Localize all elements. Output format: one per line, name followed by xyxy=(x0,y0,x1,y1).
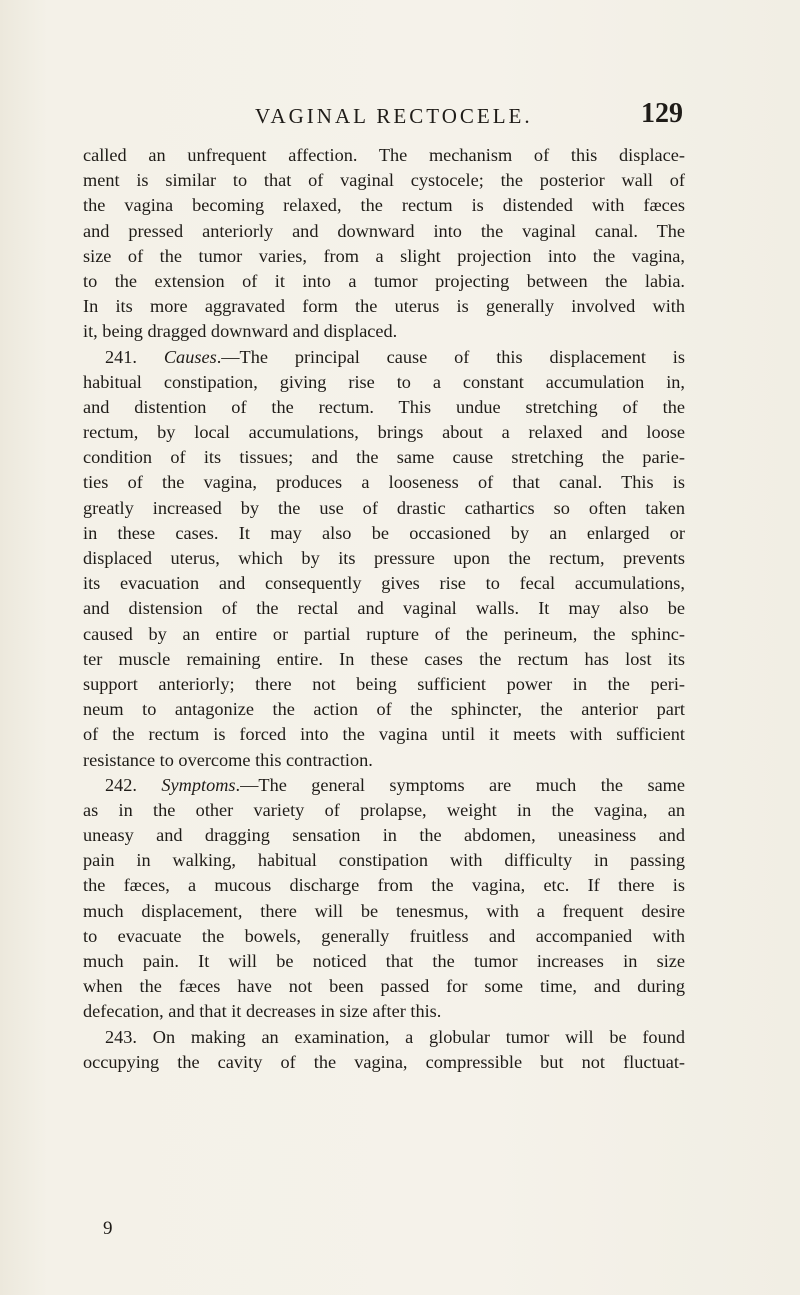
text-line: and distention of the rectum. This undue stretching of the xyxy=(83,396,685,417)
section-242-heading-line: 242. Symptoms.—The general symptoms are much the same xyxy=(105,774,685,795)
text-line: ter muscle remaining entire. In these cases the rectum has lost its xyxy=(83,648,685,669)
text-line: uneasy and dragging sensation in the abdomen, uneasiness and xyxy=(83,825,685,846)
text-line: its evacuation and consequently gives rise to fecal accumulations, xyxy=(83,573,685,594)
text-line: resistance to overcome this contraction. xyxy=(83,749,373,770)
section-heading-italic: Symptoms xyxy=(161,774,236,795)
text-line: ment is similar to that of vaginal cystocele; the posterior wall of xyxy=(83,170,685,191)
text-line: In its more aggravated form the uterus is generally involved with xyxy=(83,296,685,317)
text-line: when the fæces have not been passed for some time, and during xyxy=(83,976,685,997)
text-line: much pain. It will be noticed that the tumor increases in size xyxy=(83,951,685,971)
text-line: of the rectum is forced into the vagina until it meets with sufficient xyxy=(83,724,685,745)
text-line: called an unfrequent affection. The mechanism of this displace- xyxy=(83,145,685,165)
text-line: in these cases. It may also be occasioned by an enlarged or xyxy=(83,522,685,543)
body-text xyxy=(83,143,685,1075)
text-line: rectum, by local accumulations, brings about a relaxed and loose xyxy=(83,422,685,443)
text-line: greatly increased by the use of drastic cathartics so often taken xyxy=(83,497,685,518)
text-line: ties of the vagina, produces a looseness of that canal. This is xyxy=(83,472,685,493)
text-line: the vagina becoming relaxed, the rectum is distended with fæces xyxy=(83,195,685,216)
text-line: caused by an entire or partial rupture of the perineum, the sphinc- xyxy=(83,623,685,644)
text-line: to the extension of it into a tumor projecting between the labia. xyxy=(83,270,685,291)
text-line: to evacuate the bowels, generally fruitless and accompanied with xyxy=(83,925,685,946)
text-line: size of the tumor varies, from a slight projection into the vagina, xyxy=(83,245,685,266)
text-line: neum to antagonize the action of the sphincter, the anterior part xyxy=(83,699,685,720)
text-line: and distension of the rectal and vaginal walls. It may also be xyxy=(83,598,685,619)
text-line: support anteriorly; there not being sufficient power in the peri- xyxy=(83,673,685,694)
text-line: occupying the cavity of the vagina, compressible but not fluctuat- xyxy=(83,1051,685,1072)
text-line: condition of its tissues; and the same cause stretching the parie- xyxy=(83,447,685,468)
text-line: pain in walking, habitual constipation with difficulty in passing xyxy=(83,850,685,871)
text-line: defecation, and that it decreases in size after this. xyxy=(83,1001,442,1022)
section-243-line: 243. On making an examination, a globular tumor will be found xyxy=(105,1026,685,1047)
text-line: it, being dragged downward and displaced. xyxy=(83,321,398,342)
running-title: VAGINAL RECTOCELE. xyxy=(255,104,533,128)
text-line: displaced uterus, which by its pressure upon the rectum, prevents xyxy=(83,548,685,568)
signature-mark: 9 xyxy=(103,1218,113,1239)
page-number: 129 xyxy=(641,98,683,129)
text-line: habitual constipation, giving rise to a constant accumulation in, xyxy=(83,371,685,392)
text-line: as in the other variety of prolapse, weight in the vagina, an xyxy=(83,799,685,820)
section-heading-italic: Causes xyxy=(163,346,217,367)
text-line: much displacement, there will be tenesmus, with a frequent desire xyxy=(83,900,685,921)
text-line: and pressed anteriorly and downward into the vaginal canal. The xyxy=(83,220,685,241)
section-241-heading-line: 241. Causes.—The principal cause of this displacement is xyxy=(105,346,685,367)
text-line: the fæces, a mucous discharge from the vagina, etc. If there is xyxy=(83,875,685,896)
running-head xyxy=(83,98,683,138)
